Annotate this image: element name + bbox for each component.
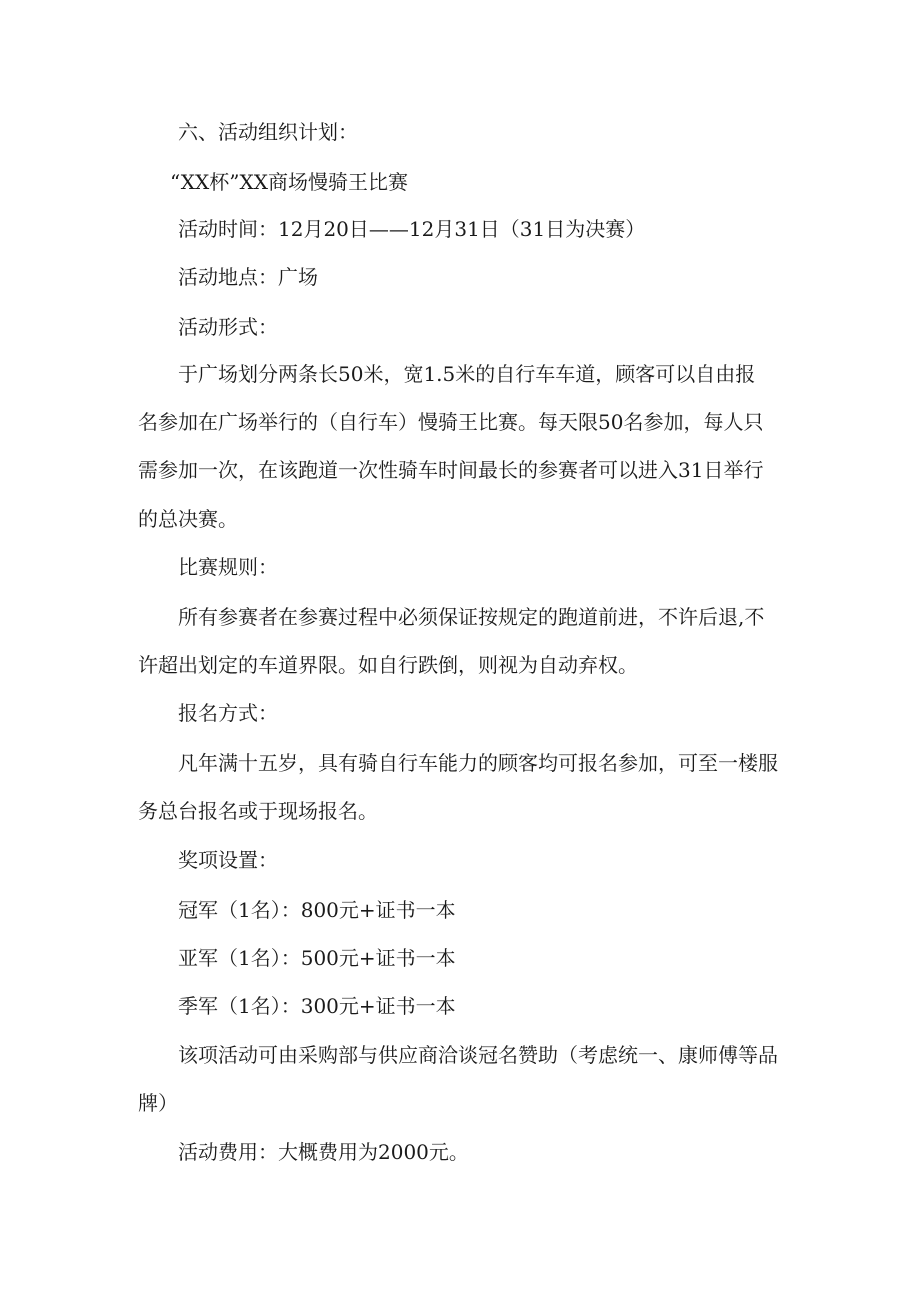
rules-paragraph-line: 所有参赛者在参赛过程中必须保证按规定的跑道前进，不许后退,不 xyxy=(178,605,765,629)
sponsor-paragraph-line: 牌） xyxy=(138,1091,178,1115)
rules-heading: 比赛规则： xyxy=(178,555,278,579)
format-heading: 活动形式： xyxy=(178,315,278,339)
format-paragraph-line: 于广场划分两条长50米，宽1.5米的自行车车道，顾客可以自由报 xyxy=(178,362,756,386)
event-time: 活动时间：12月20日——12月31日（31日为决赛） xyxy=(178,217,646,241)
awards-heading: 奖项设置： xyxy=(178,848,278,872)
signup-heading: 报名方式： xyxy=(178,701,278,725)
format-paragraph-line: 名参加在广场举行的（自行车）慢骑王比赛。每天限50名参加，每人只 xyxy=(138,410,764,434)
award-second: 亚军（1名）：500元+证书一本 xyxy=(178,946,456,970)
section-heading: 六、活动组织计划： xyxy=(178,120,358,144)
award-first: 冠军（1名）：800元+证书一本 xyxy=(178,898,456,922)
event-cost: 活动费用：大概费用为2000元。 xyxy=(178,1140,469,1164)
event-name: “XX杯”XX商场慢骑王比赛 xyxy=(170,170,408,194)
signup-paragraph-line: 务总台报名或于现场报名。 xyxy=(138,799,378,823)
format-paragraph-line: 的总决赛。 xyxy=(138,507,238,531)
signup-paragraph-line: 凡年满十五岁，具有骑自行车能力的顾客均可报名参加，可至一楼服 xyxy=(178,751,778,775)
sponsor-paragraph-line: 该项活动可由采购部与供应商洽谈冠名赞助（考虑统一、康师傅等品 xyxy=(178,1043,778,1067)
format-paragraph-line: 需参加一次，在该跑道一次性骑车时间最长的参赛者可以进入31日举行 xyxy=(138,458,764,482)
event-location: 活动地点：广场 xyxy=(178,265,318,289)
award-third: 季军（1名）：300元+证书一本 xyxy=(178,994,456,1018)
rules-paragraph-line: 许超出划定的车道界限。如自行跌倒，则视为自动弃权。 xyxy=(138,653,638,677)
